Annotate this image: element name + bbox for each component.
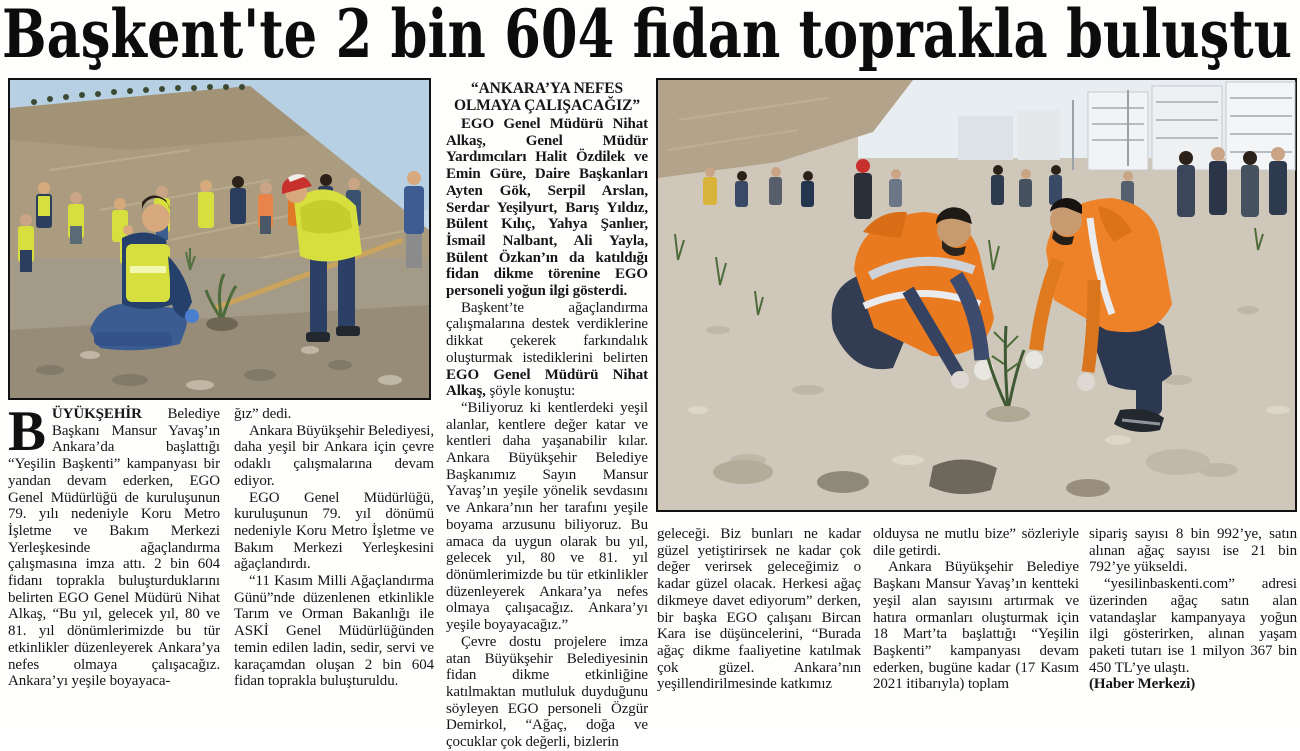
article-column-6 [1089,526,1297,698]
paragraph: olduysa ne mutlu bize” sözleriyle dile getirdi. [873,526,1079,559]
paragraph: “Biliyoruz ki kentlerdeki yeşil alanlar, kentlere değer katar ve kentleri daha yaşanabilir kılar. Ankara Büyükşehir Belediye Başkanımız Sayın Mansur Yavaş’ın yeşile yönelik sevdasını ve Ankara’nın her tarafını yeşile boyama arzusunu biliyoruz. Bu amaca da uygun olarak bu yıl, gelecek yıl, 80 ve 81. yıl dönümlerimizde bu tür etkinlikler düzenleyerek Ankara’ya nefes olmaya çalışacağız. Ankara’yı yeşile boyayacağız.” [446,399,648,634]
article-column-5 [873,526,1079,698]
left-photo-illustration [10,80,429,398]
lead-word: ÜYÜKŞEHİR [51,406,142,422]
article-column-1 [8,400,220,698]
section-subhead: “ANKARA’YA NEFES OLMAYA ÇALIŞACAĞIZ” [453,80,640,114]
left-photo [8,78,431,400]
paragraph: sipariş sayısı 8 bin 992’ye, satın alınan ağaç sayısı ise 21 bin 792’ye yükseldi. [1089,526,1297,576]
col1-paragraph [8,400,220,690]
article-column-4 [657,526,861,698]
paragraph: ğız” dedi. [234,406,292,422]
paragraph: Ankara Büyükşehir Belediyesi, daha yeşil bir Ankara için çevre odaklı çalışmalarına devam ediyor. [234,422,434,489]
col1-body-text: Belediye Başkanı Mansur Yavaş’ın Ankara’da başlattığı “Yeşilin Başkenti” kampanyası bir yandan devam ederken, EGO Genel Müdürlüğü de kuruluşunun 79. yılı nedeniyle Koru Metro İşletme ve Bakım Merkezi Yerleşkesinde ağaçlandırma çalışmasına imza attı. 2 bin 604 fidanı toprakla buluşturduklarını belirten EGO Genel Müdürü Nihat Alkaş, “Bu yıl, gelecek yıl, 80 ve 81. yıl dönümlerimizde bu tür etkinlikler düzenleyerek Ankara’ya nefes olmaya çalışacağız. Ankara’yı yeşile boyayaca- [8,406,220,690]
article-column-3 [446,80,648,751]
p2-regular: Başkent’te ağaçlandırma çalışmalarına destek verdiklerine dikkat çekerek farkındalık oluşturmak istediklerini belirten [446,299,648,366]
right-photo-illustration [658,80,1295,510]
p2-regular-tail: şöyle konuştu: [485,383,576,400]
paragraph [446,300,648,400]
paragraph: “yesilinbaskenti.com” adresi üzerinden ağaç satın alan vatandaşlar kampanyaya yoğun ilgi gösterirken, alınan yaşam paketi tutarı ise 1 milyon 367 bin 450 TL’ye ulaştı. [1089,576,1297,676]
headline-text: Başkent'te 2 bin 604 fidan toprakla buluştu [2,0,1292,73]
paragraph: Ankara Büyükşehir Belediye Başkanı Mansur Yavaş’ın kentteki yeşil alan sayısını artırmak ve hatıra ormanları oluşturmak için 18 Mart’ta başlattığı “Yeşilin Başkenti” kampanyası devam ederken, bugüne kadar (17 Kasım 2021 itibarıyla) toplam [873,559,1079,693]
right-photo [656,78,1297,512]
headline-svg [0,0,1300,78]
drop-cap: B [8,400,46,463]
paragraph: geleceği. Biz bunları ne kadar güzel yetiştirirsek ne kadar çok değer verirsek geleceğimiz o kadar güzel olacak. Herkesi ağaç dikmeye davet ediyorum” derken, bir başka EGO çalışanı Bircan Kara ise düşüncelerini, “Burada ağaç dikme faaliyetine katılmak çok güzel. Ankara’nın yeşillendirilmesinde katkımız [657,526,861,693]
paragraph: Çevre dostu projelere imza atan Büyükşehir Belediyesinin fidan dikme etkinliğine katılmaktan mutluluk duyduğunu söyleyen EGO personeli Özgür Demirkol, “Ağaç, doğa ve çocuklar çok değerli, bizlerin [446,633,648,751]
p2-bold-name: EGO Genel Müdürü Nihat Alkaş, [446,366,648,400]
paragraph-bold: EGO Genel Müdürü Nihat Alkaş, Genel Müdür Yardımcıları Halit Özdilek ve Emin Güre, Daire Başkanları Ayten Gök, Serpil Arslan, Serdar Yeşilyurt, Barış Yıldız, Bülent Kılıç, Yahya Şanlıer, İsmail Nalbant, Ali Yayla, Bülent Özkan’ın da katıldığı fidan dikme törenine EGO personeli yoğun ilgi gösterdi. [446,116,648,300]
paragraph: EGO Genel Müdürlüğü, kuruluşunun 79. yıl dönümü nedeniyle Koru Metro İşletme ve Bakım Merkezi Yerleşkesini ağaçlandırdı. [234,489,434,573]
article-column-2 [234,406,434,698]
paragraph: “11 Kasım Milli Ağaçlandırma Günü”nde düzenlenen etkinlikle Tarım ve Orman Bakanlığı ile ASKİ Genel Müdürlüğünden temin edilen ladin, sedir, servi ve karaçamdan oluşan 2 bin 604 fidan toprakla buluşturuldu. [234,573,434,690]
byline: (Haber Merkezi) [1089,676,1196,693]
headline [0,0,1300,78]
